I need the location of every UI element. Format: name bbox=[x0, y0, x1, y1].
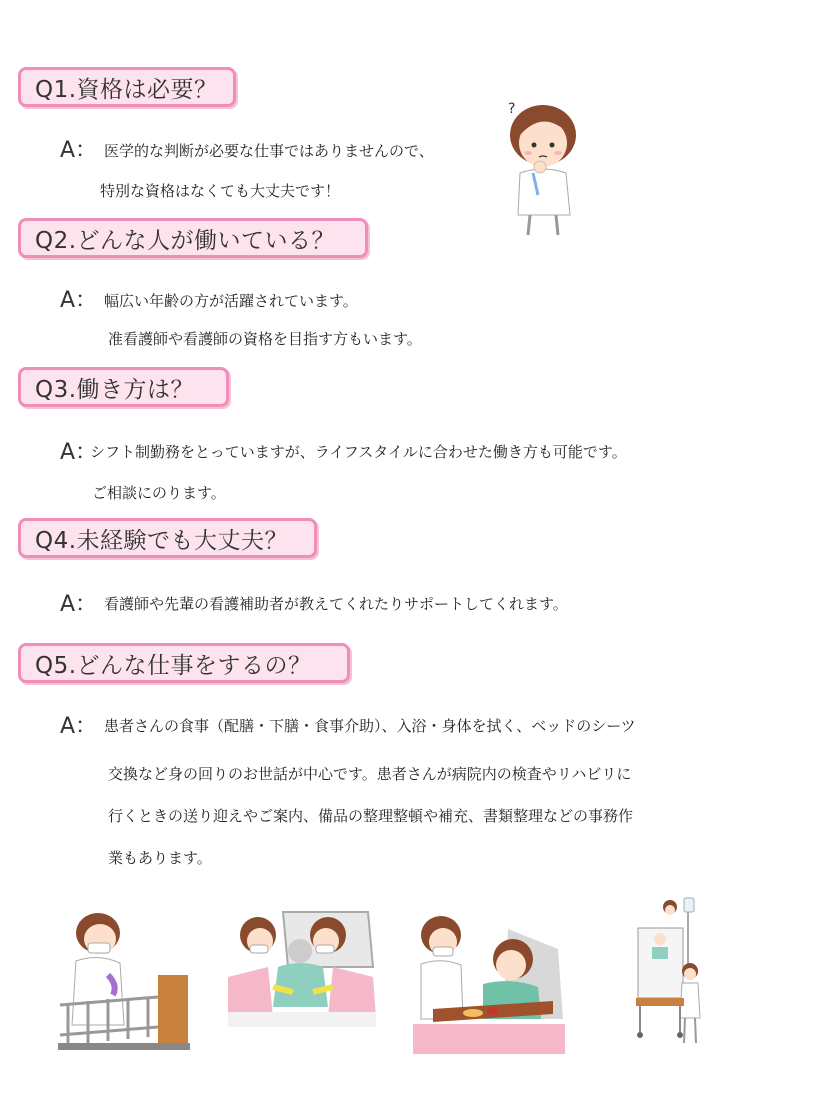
answer-line: 特別な資格はなくても大丈夫です！ bbox=[100, 182, 341, 200]
answer-line: ご相談にのります。 bbox=[92, 484, 226, 502]
answer-line: 行くときの送り迎えやご案内、備品の整理整頓や補充、書類整理などの事務作 bbox=[108, 807, 634, 825]
nurse-feeding-patient-illustration bbox=[413, 909, 565, 1054]
thinking-nurse-illustration bbox=[498, 95, 598, 240]
answer-label: A： bbox=[60, 288, 98, 313]
question-box-q3 bbox=[18, 367, 229, 407]
question-text: Q3.働き方は？ bbox=[35, 376, 195, 403]
answer-line: 患者さんの食事（配膳・下膳・食事介助）、入浴・身体を拭く、ベッドのシーツ bbox=[104, 717, 636, 735]
question-box-q5 bbox=[18, 643, 350, 683]
question-mark-icon: ? bbox=[508, 101, 516, 117]
answer-label: A： bbox=[60, 440, 98, 465]
question-box-q2 bbox=[18, 218, 368, 258]
answer-label: A： bbox=[60, 138, 98, 163]
question-text: Q5.どんな仕事をするの？ bbox=[35, 652, 312, 679]
answer-line: 准看護師や看護師の資格を目指す方もいます。 bbox=[108, 330, 422, 348]
answer-line: 幅広い年齢の方が活躍されています。 bbox=[104, 292, 358, 310]
question-box-q4 bbox=[18, 518, 317, 558]
question-box-q1 bbox=[18, 67, 236, 107]
answer-label: A： bbox=[60, 714, 98, 739]
nurse-at-bedrail-illustration bbox=[58, 905, 190, 1050]
answer-line: シフト制勤務をとっていますが、ライフスタイルに合わせた働き方も可能です。 bbox=[90, 443, 627, 461]
answer-line: 業もあります。 bbox=[108, 849, 212, 867]
question-text: Q2.どんな人が働いている？ bbox=[35, 227, 336, 254]
answer-label: A： bbox=[60, 592, 98, 617]
answer-line: 交換など身の回りのお世話が中心です。患者さんが病院内の検査やリハビリに bbox=[108, 765, 632, 783]
nurses-assisting-patient-illustration bbox=[228, 907, 376, 1027]
question-text: Q1.資格は必要？ bbox=[35, 76, 218, 103]
answer-line: 医学的な判断が必要な仕事ではありませんので、 bbox=[104, 142, 434, 160]
patient-transport-bed-illustration bbox=[630, 893, 710, 1051]
question-text: Q4.未経験でも大丈夫？ bbox=[35, 527, 289, 554]
answer-line: 看護師や先輩の看護補助者が教えてくれたりサポートしてくれます。 bbox=[104, 595, 568, 613]
